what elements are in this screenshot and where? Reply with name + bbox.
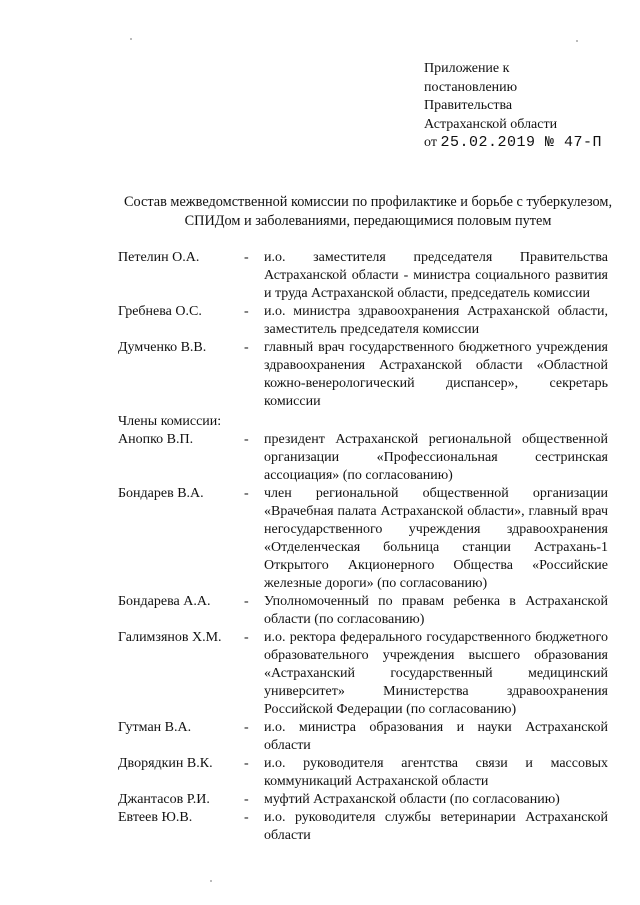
member-role: член региональной общественной организации «Врачебная палата Астраханской области», главный врач негосударственного учреждения здравоохранения «Отделенческая больница станции Астрахань-1 Открытого Акционерного Общества «Российские железные дороги» (по согласованию) xyxy=(264,486,608,591)
dash-separator: - xyxy=(244,792,249,807)
list-item xyxy=(118,303,608,339)
list-item xyxy=(118,593,608,629)
dash-separator: - xyxy=(244,810,249,825)
member-name: Галимзянов Х.М. xyxy=(118,630,222,645)
member-role: муфтий Астраханской области (по согласованию) xyxy=(264,792,560,807)
appendix-header xyxy=(424,60,602,153)
appendix-date-number: 25.02.2019 № 47-П xyxy=(440,134,602,151)
member-name: Петелин О.А. xyxy=(118,250,200,265)
dash-separator: - xyxy=(244,432,249,447)
member-name: Анопко В.П. xyxy=(118,432,194,447)
list-item xyxy=(118,755,608,791)
dash-separator: - xyxy=(244,340,249,355)
dash-separator: - xyxy=(244,720,249,735)
member-name: Джантасов Р.И. xyxy=(118,792,210,807)
member-name: Гутман В.А. xyxy=(118,720,192,735)
member-name: Евтеев Ю.В. xyxy=(118,810,193,825)
member-role: и.о. министра образования и науки Астраханской области xyxy=(264,720,608,753)
member-role: и.о. заместителя председателя Правительства Астраханской области - министра социального развития и труда Астраханской области, председатель комиссии xyxy=(264,250,608,301)
list-item xyxy=(118,339,608,411)
member-role: Уполномоченный по правам ребенка в Астраханской области (по согласованию) xyxy=(264,594,608,627)
dash-separator: - xyxy=(244,250,249,265)
dash-separator: - xyxy=(244,304,249,319)
list-item xyxy=(118,719,608,755)
scan-speck xyxy=(210,880,212,882)
appendix-line-4: Астраханской области xyxy=(424,116,558,132)
member-name: Думченко В.В. xyxy=(118,340,207,355)
list-item xyxy=(118,791,608,809)
member-name: Гребнева О.С. xyxy=(118,304,202,319)
member-role: и.о. руководителя агентства связи и массовых коммуникаций Астраханской области xyxy=(264,756,608,789)
scan-speck xyxy=(130,38,132,40)
members-heading: Члены комиссии: xyxy=(118,414,222,429)
member-role: и.о. ректора федерального государственного бюджетного образовательного учреждения высшего образования «Астраханский государственный медицинский университет» Министерства здравоохранения Российской Федерации (по согласованию) xyxy=(264,630,608,717)
appendix-date-line xyxy=(424,134,602,153)
member-role: главный врач государственного бюджетного учреждения здравоохранения Астраханской области «Областной кожно-венерологический диспансер», секретарь комиссии xyxy=(264,340,608,409)
list-item xyxy=(118,485,608,593)
member-name: Дворядкин В.К. xyxy=(118,756,213,771)
appendix-date-prefix: от xyxy=(424,135,437,150)
list-item xyxy=(118,431,608,485)
list-item xyxy=(118,809,608,845)
list-item xyxy=(118,629,608,719)
member-role: президент Астраханской региональной общественной организации «Профессиональная сестринская ассоциация» (по согласованию) xyxy=(264,432,608,483)
appendix-line-2: постановлению xyxy=(424,79,518,95)
dash-separator: - xyxy=(244,594,249,609)
dash-separator: - xyxy=(244,630,249,645)
appendix-line-3: Правительства xyxy=(424,98,513,113)
list-item xyxy=(118,249,608,303)
member-name: Бондарева А.А. xyxy=(118,594,211,609)
commission-list xyxy=(118,249,608,845)
dash-separator: - xyxy=(244,756,249,771)
dash-separator: - xyxy=(244,486,249,501)
document-title: Состав межведомственной комиссии по профилактике и борьбе с туберкулезом, СПИДом и заболеваниями, передающимися половым путем xyxy=(123,194,613,229)
appendix-line-1: Приложение к xyxy=(424,61,510,76)
member-name: Бондарев В.А. xyxy=(118,486,204,501)
member-role: и.о. министра здравоохранения Астраханской области, заместитель председателя комиссии xyxy=(264,304,608,337)
member-role: и.о. руководителя службы ветеринарии Астраханской области xyxy=(264,810,608,843)
scan-speck xyxy=(576,40,578,42)
